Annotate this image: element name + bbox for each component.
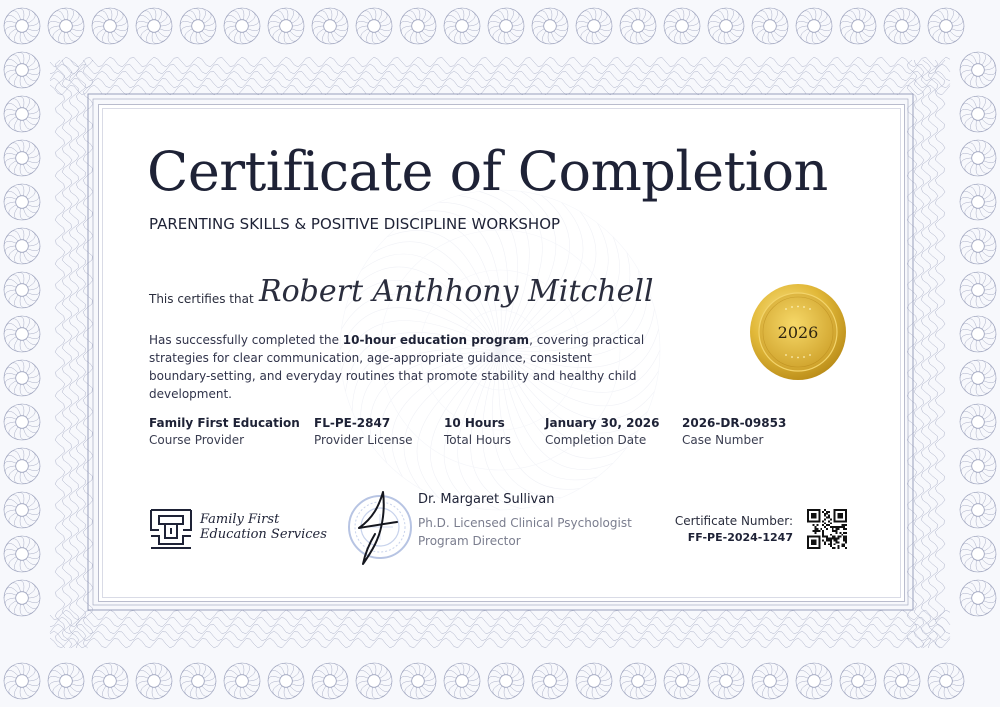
field-value: FL-PE-2847 bbox=[314, 416, 391, 430]
gold-seal-icon bbox=[748, 282, 848, 382]
certificate-number-value: FF-PE-2024-1247 bbox=[687, 531, 793, 544]
field-label: Provider License bbox=[314, 433, 413, 447]
family-first-logo-icon bbox=[149, 508, 193, 550]
certificate-number-label: Certificate Number: bbox=[674, 514, 793, 528]
signer-credential: Ph.D. Licensed Clinical Psychologist bbox=[418, 516, 632, 530]
workshop-subtitle: PARENTING SKILLS & POSITIVE DISCIPLINE WORKSHOP bbox=[149, 215, 561, 233]
signature-mark bbox=[353, 488, 408, 568]
completion-statement bbox=[149, 331, 649, 403]
field-label: Course Provider bbox=[149, 433, 245, 447]
recipient-name: Robert Anthhony Mitchell bbox=[259, 274, 654, 309]
logo-line-1: Family First bbox=[200, 512, 280, 527]
certifies-label: This certifies that bbox=[149, 292, 254, 306]
seal-year: 2026 bbox=[777, 323, 819, 342]
signer-name: Dr. Margaret Sullivan bbox=[418, 492, 555, 507]
field-label: Case Number bbox=[682, 433, 764, 447]
field-completion-date bbox=[545, 415, 660, 449]
field-value: 10 Hours bbox=[444, 416, 505, 430]
field-case-number bbox=[682, 415, 786, 449]
qr-code-icon bbox=[807, 509, 847, 549]
certificate-title: Certificate of Completion bbox=[147, 140, 828, 203]
field-provider-license bbox=[314, 415, 412, 449]
statement-suffix: , covering practical strategies for clear communication, age-appropriate guidance, consistent boundary-setting, and everyday routines that promote stability and healthy child development. bbox=[149, 333, 645, 401]
field-course-provider bbox=[149, 415, 300, 449]
field-value: Family First Education bbox=[149, 416, 300, 430]
statement-prefix: Has successfully completed the bbox=[149, 333, 343, 347]
field-value: 2026-DR-09853 bbox=[682, 416, 787, 430]
field-label: Completion Date bbox=[545, 433, 647, 447]
logo-line-2: Education Services bbox=[200, 527, 327, 542]
statement-emphasis: 10-hour education program bbox=[342, 333, 530, 347]
field-label: Total Hours bbox=[444, 433, 511, 447]
signer-role: Program Director bbox=[418, 534, 521, 548]
field-total-hours bbox=[444, 415, 511, 449]
field-value: January 30, 2026 bbox=[545, 416, 660, 430]
provider-logo-text bbox=[200, 512, 327, 542]
